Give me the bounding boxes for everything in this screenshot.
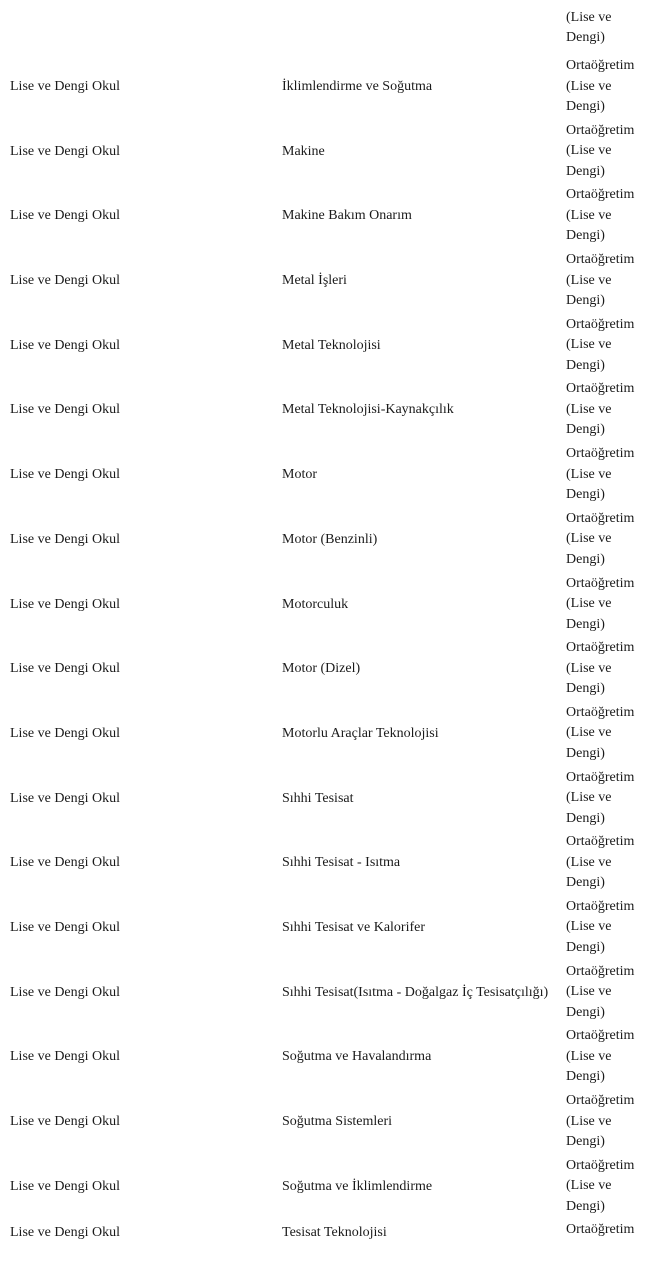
table-row (0, 121, 650, 186)
education-type-line: Ortaöğretim (566, 1157, 635, 1173)
program-name-cell: Motorlu Araçlar Teknolojisi (282, 725, 439, 741)
education-type-line: Dengi) (566, 745, 605, 761)
table-row (0, 185, 650, 250)
program-name-cell: Metal Teknolojisi (282, 337, 381, 353)
education-type-line: (Lise ve (566, 984, 612, 1000)
education-type-cell (566, 1091, 646, 1153)
program-name-cell: Soğutma ve İklimlendirme (282, 1178, 433, 1194)
education-level-cell: Lise ve Dengi Okul (10, 790, 121, 806)
education-type-line: (Lise ve (566, 790, 612, 806)
program-table (0, 56, 650, 1285)
education-type-line: Ortaöğretim (566, 769, 635, 785)
education-type-cell (566, 832, 646, 894)
program-name-cell: Metal İşleri (282, 273, 347, 289)
education-type-line: Dengi) (566, 616, 605, 632)
table-row (0, 56, 650, 121)
education-type-line: (Lise ve (566, 78, 612, 94)
education-type-line: Dengi) (566, 228, 605, 244)
education-type-line: (Lise ve (566, 1178, 612, 1194)
table-row (0, 574, 650, 639)
table-row (0, 962, 650, 1027)
education-type-line: Ortaöğretim (566, 58, 635, 73)
table-row (0, 897, 650, 962)
program-name-cell: Motor (Benzinli) (282, 531, 378, 547)
education-type-line: (Lise ve (566, 1048, 612, 1064)
education-type-line: (Lise ve (566, 596, 612, 611)
education-type-cell (566, 703, 646, 765)
education-type-cell (566, 121, 646, 183)
education-type-cell (566, 638, 646, 700)
education-type-line: (Lise ve (566, 531, 612, 547)
education-level-cell: Lise ve Dengi Okul (10, 984, 121, 1000)
education-type-line: (Lise ve (566, 207, 612, 223)
continued-cell-line: (Lise ve (566, 10, 612, 25)
education-type-cell (566, 1220, 646, 1241)
education-type-cell (566, 897, 646, 959)
education-level-cell: Lise ve Dengi Okul (10, 531, 121, 547)
program-name-cell: Sıhhi Tesisat ve Kalorifer (282, 919, 426, 935)
education-type-line: Ortaöğretim (566, 187, 635, 203)
education-type-line: Dengi) (566, 487, 605, 503)
education-type-line: Dengi) (566, 875, 605, 891)
program-name-cell: Tesisat Teknolojisi (282, 1225, 387, 1241)
education-type-cell (566, 250, 646, 312)
table-row (0, 1220, 650, 1285)
education-level-cell: Lise ve Dengi Okul (10, 919, 121, 935)
education-type-line: Dengi) (566, 357, 605, 373)
education-type-line: Ortaöğretim (566, 1093, 635, 1108)
education-type-line: Ortaöğretim (566, 575, 635, 591)
education-level-cell: Lise ve Dengi Okul (10, 1225, 121, 1241)
education-type-line: Dengi) (566, 810, 605, 826)
education-type-line: (Lise ve (566, 919, 612, 935)
education-type-line: Dengi) (566, 99, 605, 114)
program-name-cell: Motorculuk (282, 596, 349, 612)
education-type-cell (566, 315, 646, 377)
education-level-cell: Lise ve Dengi Okul (10, 1114, 121, 1129)
education-type-line: Ortaöğretim (566, 963, 635, 979)
table-row (0, 315, 650, 380)
education-type-line: (Lise ve (566, 1113, 612, 1129)
education-type-line: Dengi) (566, 163, 605, 179)
education-type-line: Dengi) (566, 939, 605, 955)
education-type-line: Ortaöğretim (566, 316, 635, 332)
education-type-cell (566, 379, 646, 441)
program-name-cell: Sıhhi Tesisat - Isıtma (282, 855, 401, 871)
education-type-cell (566, 574, 646, 636)
program-name-cell: Sıhhi Tesisat(Isıtma - Doğalgaz İç Tesisatçılığı) (282, 984, 549, 1000)
program-name-cell: Sıhhi Tesisat (282, 790, 354, 806)
education-type-line: (Lise ve (566, 337, 612, 353)
table-row (0, 1091, 650, 1156)
education-level-cell: Lise ve Dengi Okul (10, 273, 121, 289)
education-type-line: (Lise ve (566, 466, 612, 482)
education-level-cell: Lise ve Dengi Okul (10, 855, 121, 871)
program-name-cell: Motor (282, 467, 317, 483)
education-type-line: Dengi) (566, 1004, 605, 1020)
education-level-cell: Lise ve Dengi Okul (10, 467, 121, 483)
education-level-cell: Lise ve Dengi Okul (10, 1049, 121, 1065)
education-type-cell (566, 56, 646, 118)
education-type-line: Dengi) (566, 1134, 605, 1149)
education-level-cell: Lise ve Dengi Okul (10, 725, 121, 741)
education-type-line: Ortaöğretim (566, 446, 635, 462)
education-type-line: (Lise ve (566, 272, 612, 288)
education-level-cell: Lise ve Dengi Okul (10, 1178, 121, 1194)
table-row (0, 1156, 650, 1221)
table-row (0, 768, 650, 833)
education-type-line: Ortaöğretim (566, 898, 635, 914)
education-type-line: Ortaöğretim (566, 252, 635, 268)
table-row (0, 1026, 650, 1091)
education-type-cell (566, 1026, 646, 1088)
table-row (0, 638, 650, 703)
table-row (0, 509, 650, 574)
education-type-line: Ortaöğretim (566, 640, 635, 656)
table-row (0, 444, 650, 509)
education-type-line: (Lise ve (566, 660, 612, 676)
education-type-line: (Lise ve (566, 143, 612, 159)
education-type-line: Dengi) (566, 293, 605, 309)
education-level-cell: Lise ve Dengi Okul (10, 596, 121, 612)
education-level-cell: Lise ve Dengi Okul (10, 208, 121, 224)
education-type-cell (566, 444, 646, 506)
education-type-line: Ortaöğretim (566, 704, 635, 720)
program-name-cell: Motor (Dizel) (282, 661, 361, 677)
continued-cell-line: Dengi) (566, 30, 605, 45)
table-row (0, 379, 650, 444)
education-level-cell: Lise ve Dengi Okul (10, 661, 121, 677)
education-type-line: (Lise ve (566, 725, 612, 741)
program-name-cell: Soğutma ve Havalandırma (282, 1049, 432, 1065)
education-level-cell: Lise ve Dengi Okul (10, 337, 121, 353)
education-type-cell (566, 1156, 646, 1218)
education-level-cell: Lise ve Dengi Okul (10, 402, 121, 418)
education-type-line: Dengi) (566, 551, 605, 567)
education-type-line: Ortaöğretim (566, 381, 635, 397)
education-type-line: Dengi) (566, 422, 605, 438)
education-type-line: Ortaöğretim (566, 122, 635, 138)
table-row (0, 250, 650, 315)
program-name-cell: Makine Bakım Onarım (282, 208, 412, 224)
program-name-cell: Soğutma Sistemleri (282, 1114, 393, 1129)
education-level-cell: Lise ve Dengi Okul (10, 143, 121, 159)
education-type-line: (Lise ve (566, 401, 612, 417)
program-name-cell: Metal Teknolojisi-Kaynakçılık (282, 402, 454, 418)
program-name-cell: Makine (282, 143, 325, 159)
education-type-line: Ortaöğretim (566, 1222, 635, 1238)
education-level-cell: Lise ve Dengi Okul (10, 79, 121, 94)
education-type-cell (566, 509, 646, 571)
education-type-line: Ortaöğretim (566, 834, 635, 850)
education-type-cell (566, 768, 646, 830)
education-type-line: Dengi) (566, 1198, 605, 1214)
program-name-cell: İklimlendirme ve Soğutma (282, 79, 433, 94)
education-type-line: Ortaöğretim (566, 510, 635, 526)
education-type-line: Dengi) (566, 1069, 605, 1085)
education-type-line: Ortaöğretim (566, 1028, 635, 1044)
education-type-line: (Lise ve (566, 854, 612, 870)
table-row (0, 832, 650, 897)
continued-cell (566, 8, 611, 48)
education-type-cell (566, 962, 646, 1024)
education-type-line: Dengi) (566, 681, 605, 697)
education-type-cell (566, 185, 646, 247)
table-row (0, 703, 650, 768)
